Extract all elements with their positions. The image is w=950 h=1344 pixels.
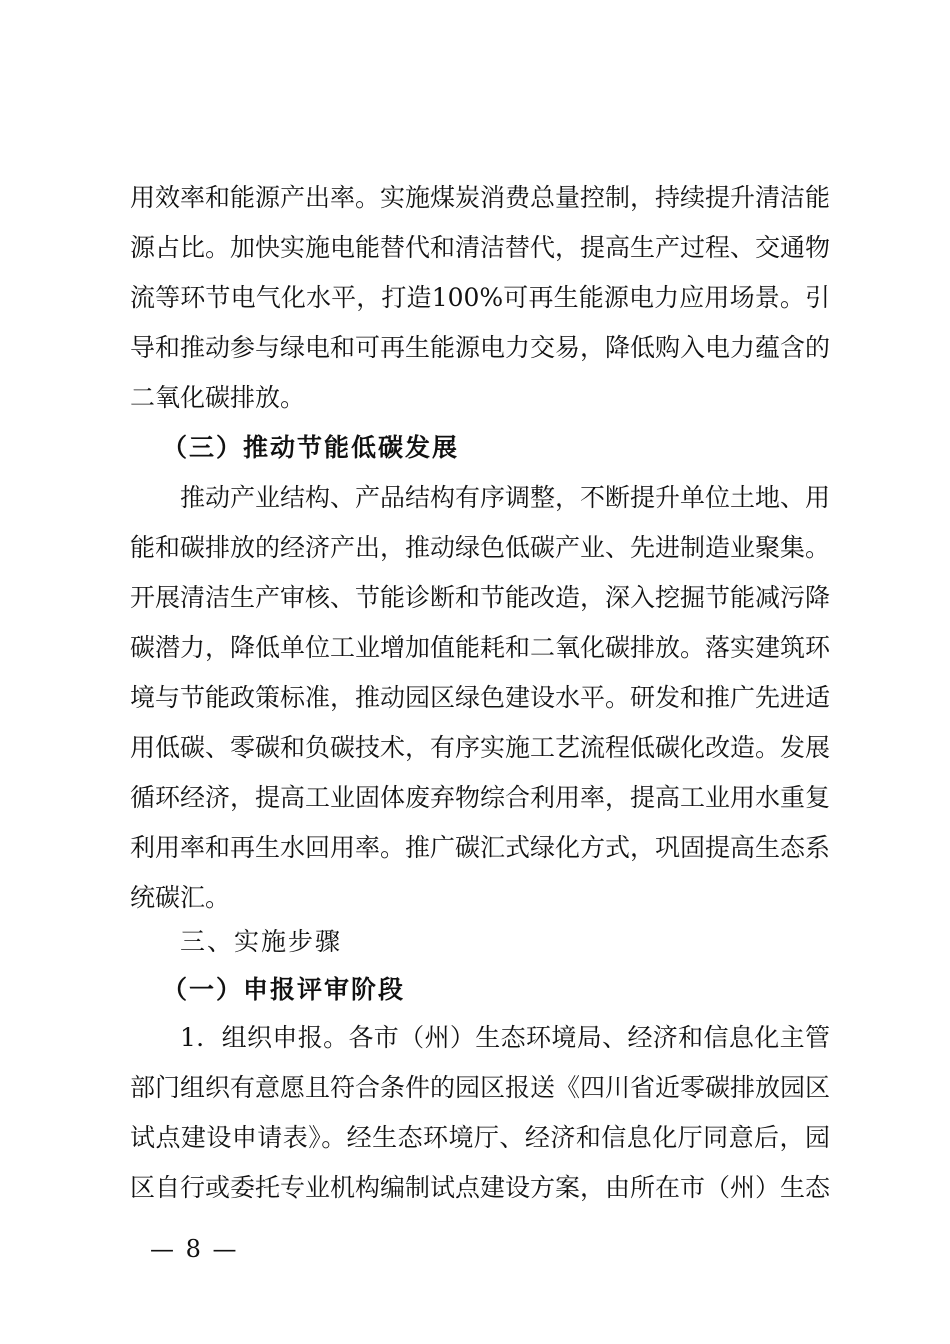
paragraph-line: 碳潜力，降低单位工业增加值能耗和二氧化碳排放。落实建筑环	[130, 633, 831, 662]
paragraph-line: 导和推动参与绿电和可再生能源电力交易，降低购入电力蕴含的	[130, 333, 831, 362]
page-number: — 8 —	[150, 1235, 239, 1263]
paragraph-line: 流等环节电气化水平，打造100%可再生能源电力应用场景。引	[130, 283, 830, 312]
paragraph-line: 用低碳、零碳和负碳技术，有序实施工艺流程低碳化改造。发展	[130, 733, 831, 762]
paragraph-line: 利用率和再生水回用率。推广碳汇式绿化方式，巩固提高生态系	[130, 833, 831, 862]
paragraph-line: 1．组织申报。各市（州）生态环境局、经济和信息化主管	[180, 1023, 830, 1052]
paragraph-line: 区自行或委托专业机构编制试点建设方案，由所在市（州）生态	[130, 1173, 831, 1202]
paragraph-line: 境与节能政策标准，推动园区绿色建设水平。研发和推广先进适	[130, 683, 831, 712]
paragraph-line: 开展清洁生产审核、节能诊断和节能改造，深入挖掘节能减污降	[130, 583, 831, 612]
paragraph-line: 推动产业结构、产品结构有序调整，不断提升单位土地、用	[180, 483, 831, 512]
subsection-heading: （三）推动节能低碳发展	[162, 433, 460, 462]
section-heading: 三、实施步骤	[180, 927, 343, 956]
paragraph-line: 用效率和能源产出率。实施煤炭消费总量控制，持续提升清洁能	[130, 183, 831, 212]
subsection-heading: （一）申报评审阶段	[162, 975, 406, 1004]
paragraph-line: 循环经济，提高工业固体废弃物综合利用率，提高工业用水重复	[130, 783, 831, 812]
paragraph-line: 源占比。加快实施电能替代和清洁替代，提高生产过程、交通物	[130, 233, 831, 262]
paragraph-line: 统碳汇。	[130, 883, 231, 912]
paragraph-line: 二氧化碳排放。	[130, 383, 306, 412]
paragraph-line: 部门组织有意愿且符合条件的园区报送《四川省近零碳排放园区	[130, 1073, 831, 1102]
paragraph-line: 能和碳排放的经济产出，推动绿色低碳产业、先进制造业聚集。	[130, 533, 831, 562]
paragraph-line: 试点建设申请表》。经生态环境厅、经济和信息化厅同意后，园	[130, 1123, 830, 1152]
